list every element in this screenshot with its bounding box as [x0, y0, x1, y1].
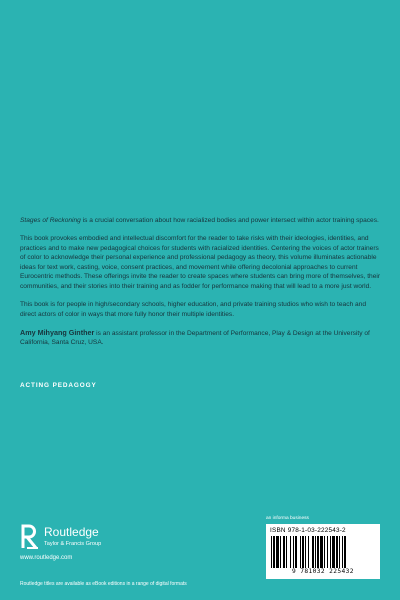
author-bio-text: is an assistant professor in the Department of Performance, Play & Design at the University of California, Santa Cruz, USA. — [20, 329, 370, 347]
publisher-name: Routledge — [44, 525, 99, 539]
blurb-paragraph-3: This book is for people in high/secondary schools, higher education, and private training studios who wish to teach and direct actors of color in ways that more fully honor their multiple identities. — [20, 301, 367, 318]
book-title-italic: Stages of Reckoning — [20, 217, 81, 224]
barcode-bar — [308, 536, 309, 568]
barcode-bar — [324, 536, 325, 568]
series-label: ACTING PEDAGOGY — [20, 382, 97, 389]
barcode-bar — [315, 536, 316, 568]
barcode-bar — [339, 536, 340, 568]
barcode-bar — [332, 536, 335, 568]
barcode-bar — [300, 536, 301, 568]
barcode-bar — [283, 536, 285, 568]
barcode-bar — [276, 536, 279, 568]
barcode-bar — [302, 536, 304, 568]
barcode-bar — [273, 536, 275, 568]
barcode-icon — [271, 536, 375, 568]
ebook-footnote: Routledge titles are available as eBook editions in a range of digital formats — [20, 581, 187, 587]
isbn-label: ISBN 978-1-03-222543-2 — [270, 527, 346, 534]
barcode-bar — [320, 536, 323, 568]
barcode-bar — [290, 536, 291, 568]
barcode-bar — [295, 536, 297, 568]
barcode-panel — [266, 524, 380, 579]
barcode-bar — [327, 536, 328, 568]
barcode-bar — [280, 536, 281, 568]
barcode-bar — [317, 536, 319, 568]
barcode-digits: 9 781032 225432 — [292, 568, 354, 575]
imprint-note: an informa business — [266, 516, 309, 521]
barcode-bar — [286, 536, 287, 568]
blurb — [20, 216, 382, 357]
barcode-bar — [344, 536, 346, 568]
barcode-bar — [305, 536, 306, 568]
blurb-paragraph-2: This book provokes embodied and intellectual discomfort for the reader to take risks with their ideologies, identities, and practices and to make new pedagogical choices for students with racialized identities. Centering the voices of actor trainers of color to acknowledge their personal experience and professional pedagogy as theory, this volume illuminates actionable ideas for text work, casting, voice, consent practices, and movement while offering decolonial approaches to current Eurocentric methods. These offerings invite the reader to create spaces where students can bring more of themselves, their communities, and their stories into their training and as fodder for performance making that will lead to a more just world. — [20, 235, 381, 291]
barcode-bar — [312, 536, 314, 568]
barcode-bar — [293, 536, 294, 568]
author-bio — [20, 328, 382, 348]
author-name: Amy Mihyang Ginther — [20, 327, 95, 337]
blurb-paragraph-1 — [20, 216, 382, 226]
publisher-tagline: Taylor & Francis Group — [44, 541, 102, 547]
publisher-url: www.routledge.com — [20, 555, 73, 561]
routledge-r-logo-icon — [20, 524, 40, 550]
publisher-logo — [20, 524, 140, 558]
barcode-bar — [271, 536, 272, 568]
blurb-paragraph-1-text: is a crucial conversation about how racialized bodies and power intersect within actor training spaces. — [80, 217, 379, 224]
barcode-bar — [330, 536, 331, 568]
barcode-bar — [336, 536, 338, 568]
barcode-bar — [342, 536, 343, 568]
